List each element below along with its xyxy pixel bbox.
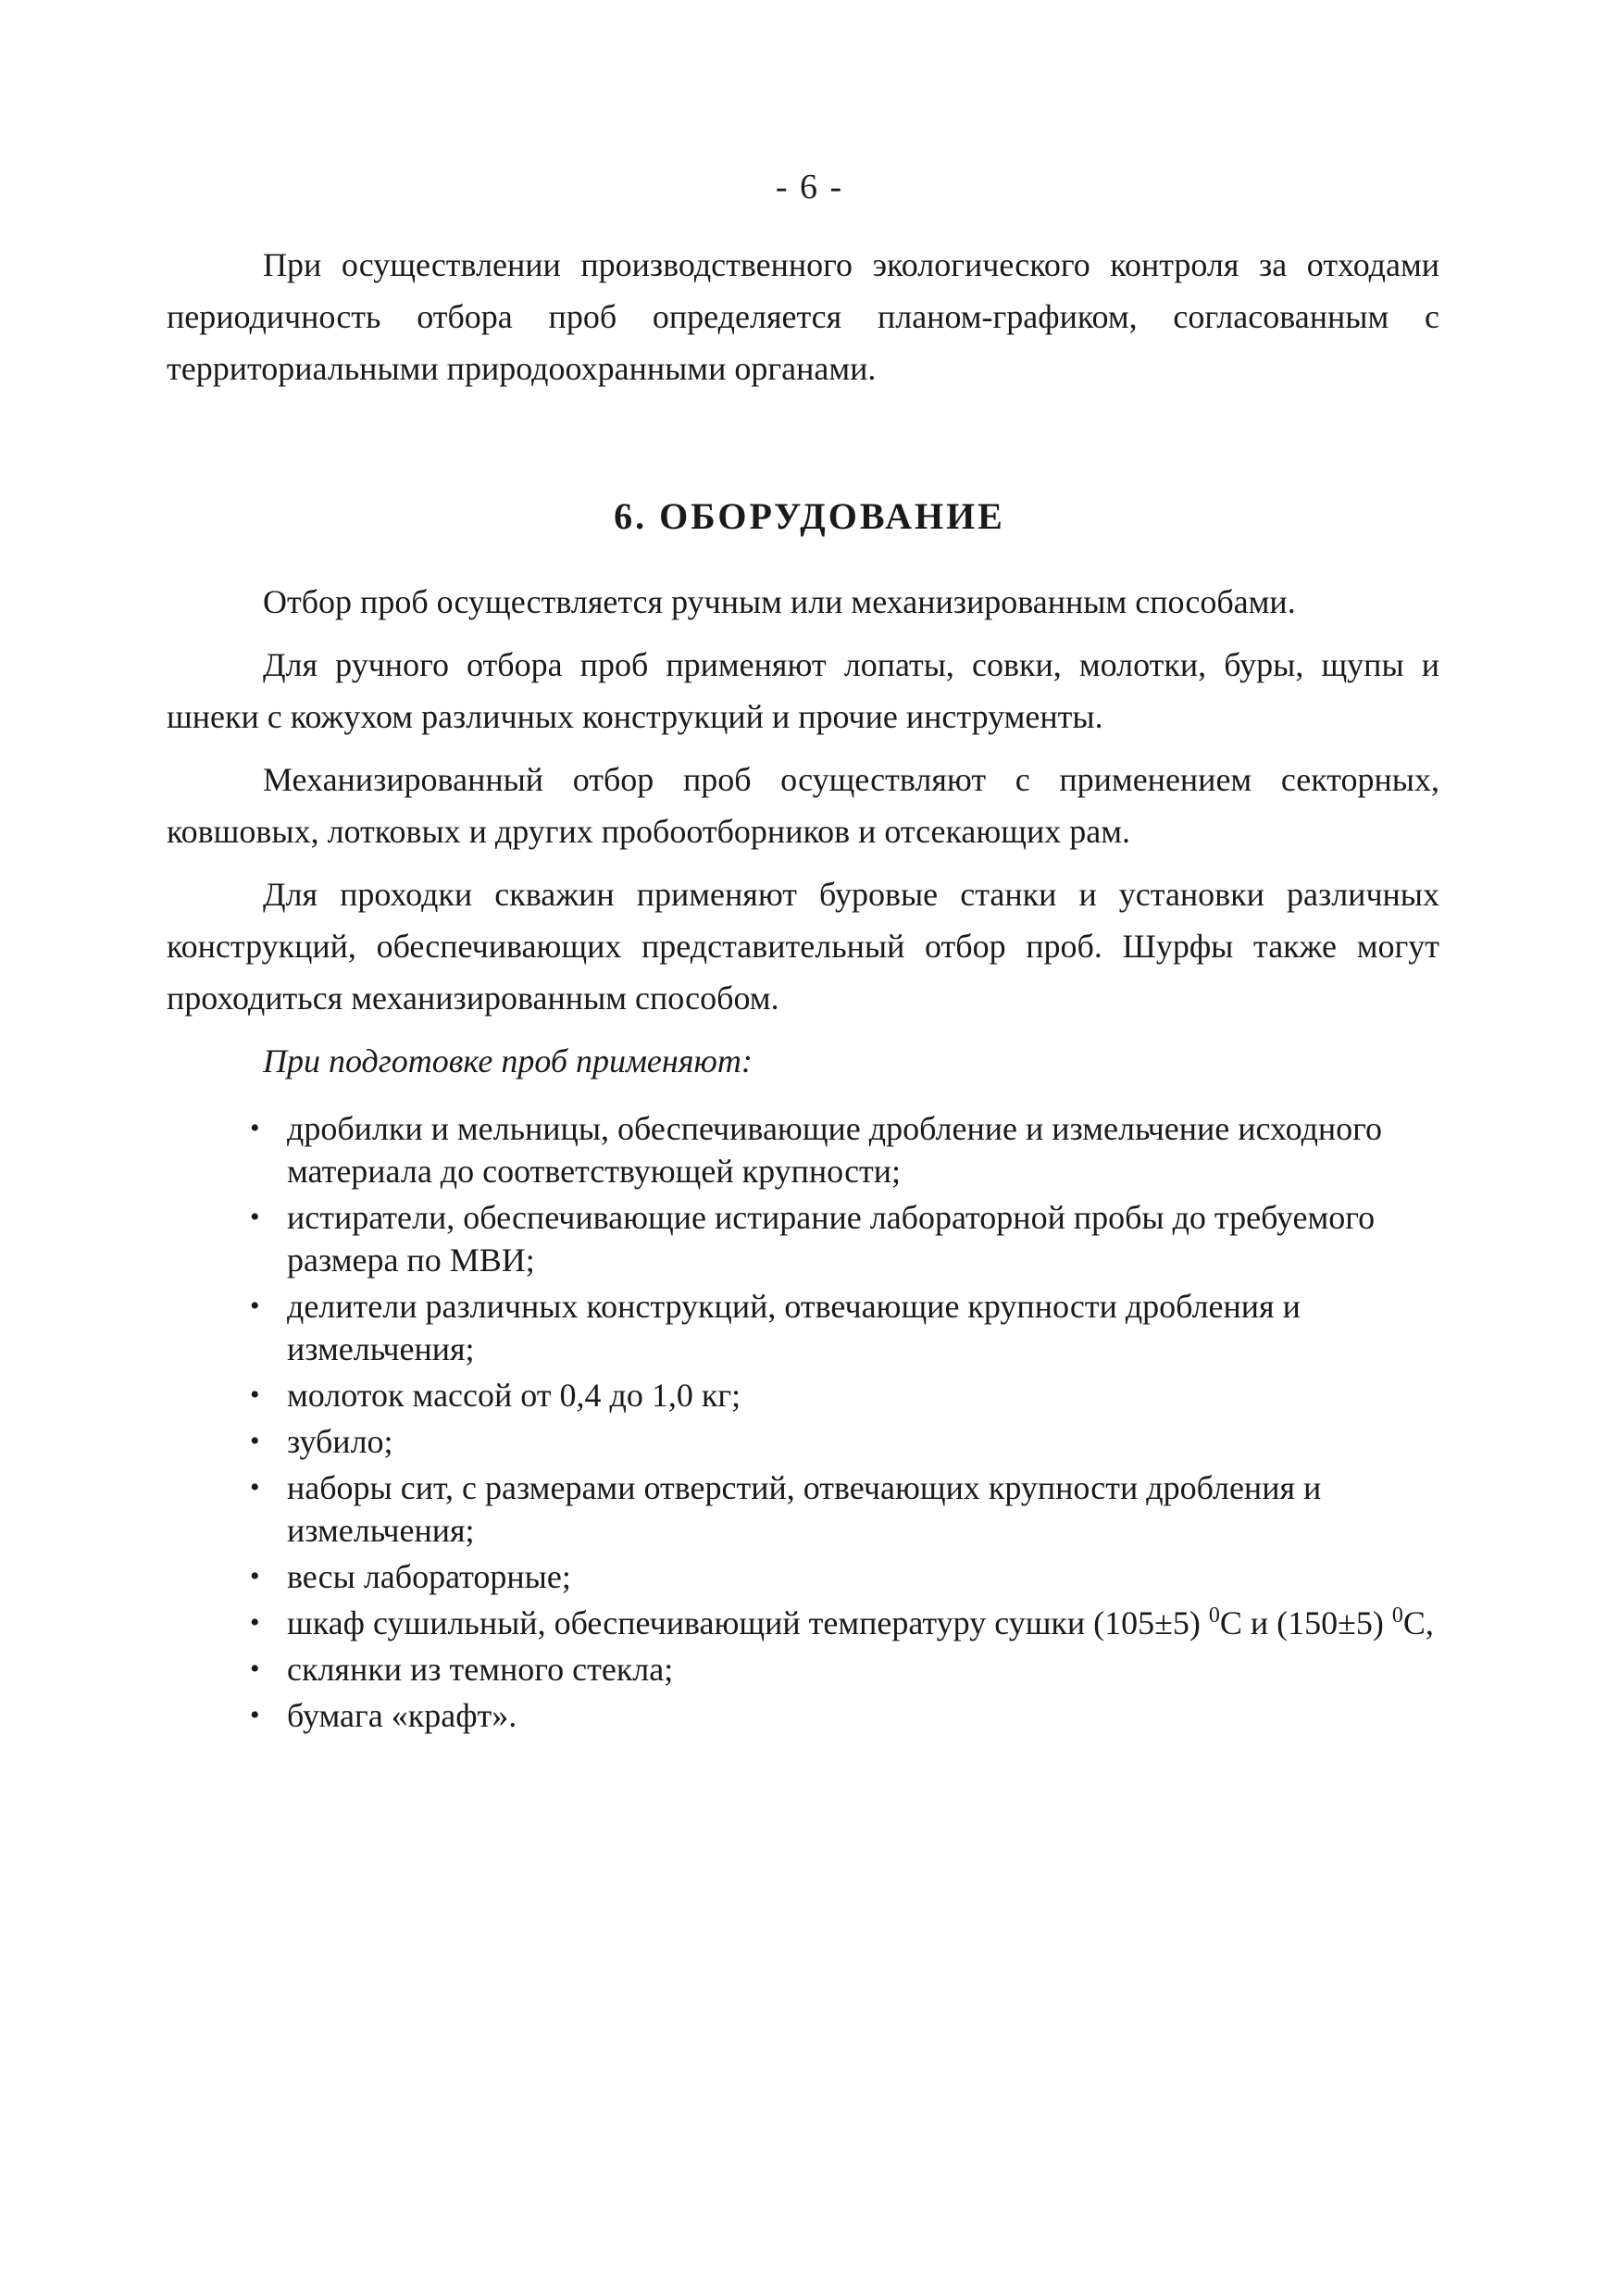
list-item [250,1694,1476,1737]
list-item-text: делители различных конструкций, отвечающие крупности дробления и измельчения; [287,1288,1301,1367]
bullet-icon: • [250,1607,260,1638]
list-item-text: весы лабораторные; [287,1558,571,1595]
dryer-prefix: шкаф сушильный, обеспечивающий температуру сушки (105±5) [287,1604,1209,1641]
list-item-text: зубило; [287,1423,393,1460]
list-item [250,1466,1476,1552]
bullet-icon: • [250,1561,260,1591]
bullet-icon: • [250,1653,260,1684]
bullet-icon: • [250,1426,260,1456]
paragraph: Отбор проб осуществляется ручным или механизированным способами. [263,583,1296,620]
list-item [250,1196,1476,1281]
list-item [250,1374,1476,1416]
list-item-text: склянки из темного стекла; [287,1651,674,1688]
list-intro: При подготовке проб применяют: [263,1042,753,1079]
equipment-list [167,1107,1439,1737]
section-body [167,576,1439,1741]
degree-mark: 0 [1208,1603,1220,1628]
degree-mark: 0 [1391,1603,1403,1628]
list-item [250,1420,1476,1463]
list-item-text: молоток массой от 0,4 до 1,0 кг; [287,1377,741,1414]
dryer-unit-1: С и (150±5) [1219,1604,1392,1641]
paragraph: Для ручного отбора проб применяют лопаты, совки, молотки, буры, щупы и шнеки с кожухом различных конструкций и прочие инструменты. [167,646,1439,735]
bullet-icon: • [250,1379,260,1410]
list-item-text: бумага «крафт». [287,1697,517,1734]
dryer-unit-2: С, [1402,1604,1434,1641]
list-item-text [287,1604,1434,1641]
bullet-icon: • [250,1291,260,1321]
list-item [250,1602,1476,1644]
list-item [250,1648,1476,1691]
bullet-icon: • [250,1472,260,1503]
page-number: - 6 - [775,168,844,206]
list-item [250,1285,1476,1370]
list-item [250,1107,1476,1192]
list-item-text: истиратели, обеспечивающие истирание лабораторной пробы до требуемого размера по МВИ; [287,1199,1376,1279]
section-heading: 6. ОБОРУДОВАНИЕ [614,495,1005,537]
paragraph: Механизированный отбор проб осуществляют с применением секторных, ковшовых, лотковых и других пробоотборников и отсекающих рам. [167,761,1439,850]
list-item [250,1555,1476,1598]
list-item-text: наборы сит, с размерами отверстий, отвечающих крупности дробления и измельчения; [287,1469,1322,1549]
paragraph: Для проходки скважин применяют буровые станки и установки различных конструкций, обеспечивающих представительный отбор проб. Шурфы также могут проходиться механизированным способом. [167,876,1439,1017]
bullet-icon: • [250,1202,260,1232]
intro-paragraph: При осуществлении производственного экологического контроля за отходами периодичность отбора проб определяется планом-графиком, согласованным с территориальными природоохранными органами. [167,246,1439,387]
bullet-icon: • [250,1113,260,1143]
bullet-icon: • [250,1700,260,1730]
list-item-text: дробилки и мельницы, обеспечивающие дробление и измельчение исходного материала до соответствующей крупности; [287,1110,1383,1190]
